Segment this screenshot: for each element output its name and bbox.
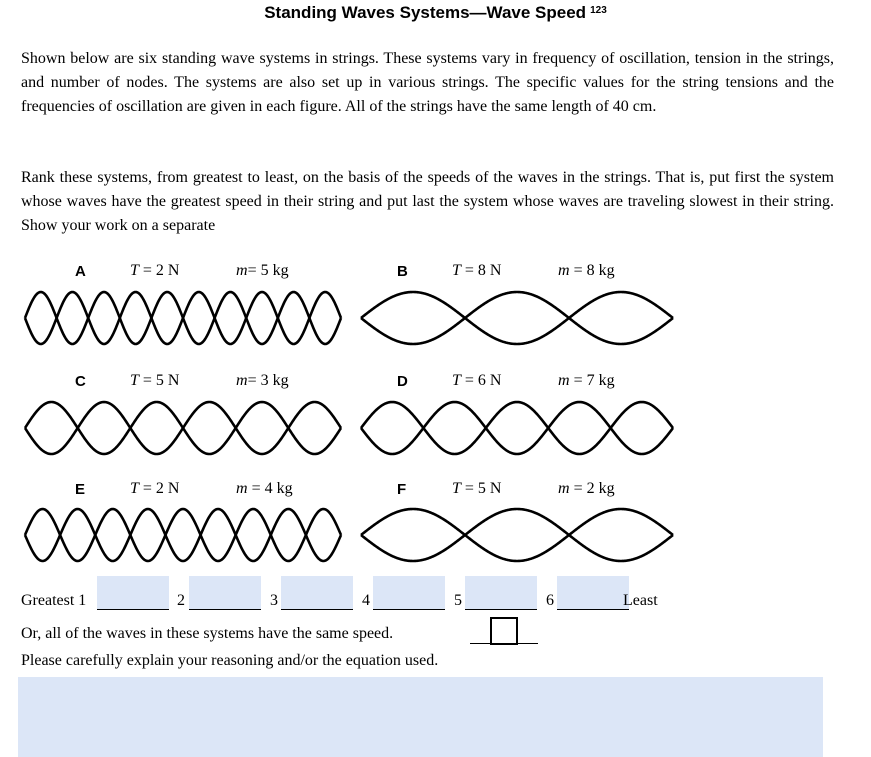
system-c-wave <box>22 398 344 458</box>
title-superscript: 123 <box>590 5 607 16</box>
wave-lower-curve <box>361 292 673 344</box>
same-speed-text: Or, all of the waves in these systems have the same speed. <box>21 625 394 642</box>
wave-upper-curve <box>361 292 673 344</box>
rank-3-box[interactable] <box>281 576 353 610</box>
system-c-tension: T = 5 N <box>130 372 180 389</box>
rank-greatest-label: Greatest 1 <box>21 592 87 609</box>
wave-upper-curve <box>25 509 341 561</box>
system-a-label: A <box>75 263 86 280</box>
rank-6-box[interactable] <box>557 576 629 610</box>
system-f-wave <box>358 505 676 565</box>
system-d-mass: m = 7 kg <box>558 372 615 389</box>
instructions-paragraph: Rank these systems, from greatest to least, on the basis of the speeds of the waves in the strings. That is, put first the system whose waves have the greatest speed in their string and put last the system whose waves are traveling slowest in their string. Show your work on a separate <box>21 169 834 234</box>
intro-paragraph: Shown below are six standing wave systems in strings. These systems vary in frequency of oscillation, tension in the strings, and number of nodes. The systems are also set up in various strings. The specific values for the string tensions and the frequencies of oscillation are given in each figure. All of the strings have the same length of 40 cm. <box>21 50 834 115</box>
system-b-mass: m = 8 kg <box>558 262 615 279</box>
wave-lower-curve <box>25 292 341 344</box>
system-d-wave <box>358 398 676 458</box>
system-a-wave <box>22 288 344 348</box>
system-a-tension: T = 2 N <box>130 262 180 279</box>
system-b-wave <box>358 288 676 348</box>
rank-1-box[interactable] <box>97 576 169 610</box>
explanation-answer-area[interactable] <box>18 677 823 757</box>
system-b-tension: T = 8 N <box>452 262 502 279</box>
system-e-label: E <box>75 481 86 498</box>
system-f-mass: m = 2 kg <box>558 480 615 497</box>
page-title <box>0 3 871 23</box>
rank-4-box[interactable] <box>373 576 445 610</box>
system-c-label: C <box>75 373 86 390</box>
rank-least-label: Least <box>623 592 658 609</box>
system-b-label: B <box>397 263 408 280</box>
system-a-mass: m= 5 kg <box>236 262 289 279</box>
system-e-tension: T = 2 N <box>130 480 180 497</box>
rank-2-box[interactable] <box>189 576 261 610</box>
rank-6-label: 6 <box>546 592 554 609</box>
rank-2-label: 2 <box>177 592 185 609</box>
system-d-label: D <box>397 373 408 390</box>
rank-5-label: 5 <box>454 592 462 609</box>
same-speed-checkbox[interactable] <box>490 617 518 645</box>
wave-lower-curve <box>25 509 341 561</box>
rank-3-label: 3 <box>270 592 278 609</box>
title-text: Standing Waves Systems—Wave Speed <box>264 3 587 22</box>
system-f-label: F <box>397 481 407 498</box>
system-e-mass: m = 4 kg <box>236 480 293 497</box>
rank-5-box[interactable] <box>465 576 537 610</box>
wave-upper-curve <box>361 509 673 561</box>
system-e-wave <box>22 505 344 565</box>
system-c-mass: m= 3 kg <box>236 372 289 389</box>
system-d-tension: T = 6 N <box>452 372 502 389</box>
ranking-row <box>21 576 701 610</box>
system-f-tension: T = 5 N <box>452 480 502 497</box>
wave-lower-curve <box>361 509 673 561</box>
explain-prompt: Please carefully explain your reasoning and/or the equation used. <box>21 652 439 669</box>
wave-lower-curve <box>25 402 341 454</box>
rank-4-label: 4 <box>362 592 370 609</box>
